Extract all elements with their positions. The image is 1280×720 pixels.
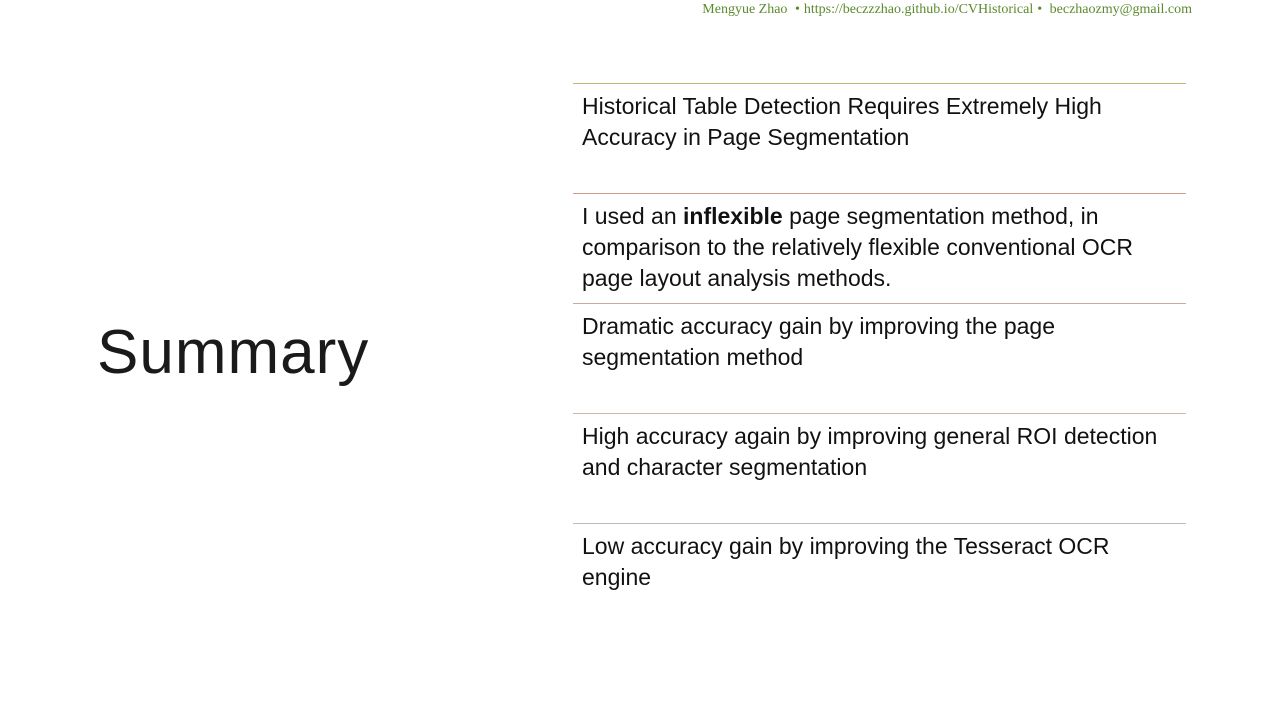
- separator: •: [794, 2, 800, 17]
- author-name: Mengyue Zhao: [702, 2, 788, 17]
- summary-item-text: Dramatic accuracy gain by improving the page segmentation method: [582, 313, 1056, 370]
- separator: •: [1037, 2, 1043, 17]
- url-link[interactable]: https://beczzzhao.github.io/CVHistorical: [803, 2, 1034, 17]
- summary-item-text: Low accuracy gain by improving the Tesseract OCR engine: [582, 533, 1110, 590]
- emphasis-text: inflexible: [683, 203, 783, 229]
- summary-item: [573, 193, 1186, 303]
- summary-item: [573, 83, 1186, 193]
- summary-item: [573, 303, 1186, 413]
- email-link[interactable]: beczhaozmy@gmail.com: [1049, 2, 1192, 17]
- summary-list: [573, 83, 1186, 633]
- summary-item-text: Historical Table Detection Requires Extremely High Accuracy in Page Segmentation: [582, 93, 1102, 150]
- summary-item-text: High accuracy again by improving general ROI detection and character segmentation: [582, 423, 1158, 480]
- summary-item: [573, 413, 1186, 523]
- summary-item-text: I used an inflexible page segmentation method, in comparison to the relatively flexible conventional OCR page layout analysis methods.: [582, 203, 1133, 291]
- summary-item: [573, 523, 1186, 633]
- header-footer-line: [702, 2, 1192, 18]
- slide-title: Summary: [97, 318, 370, 387]
